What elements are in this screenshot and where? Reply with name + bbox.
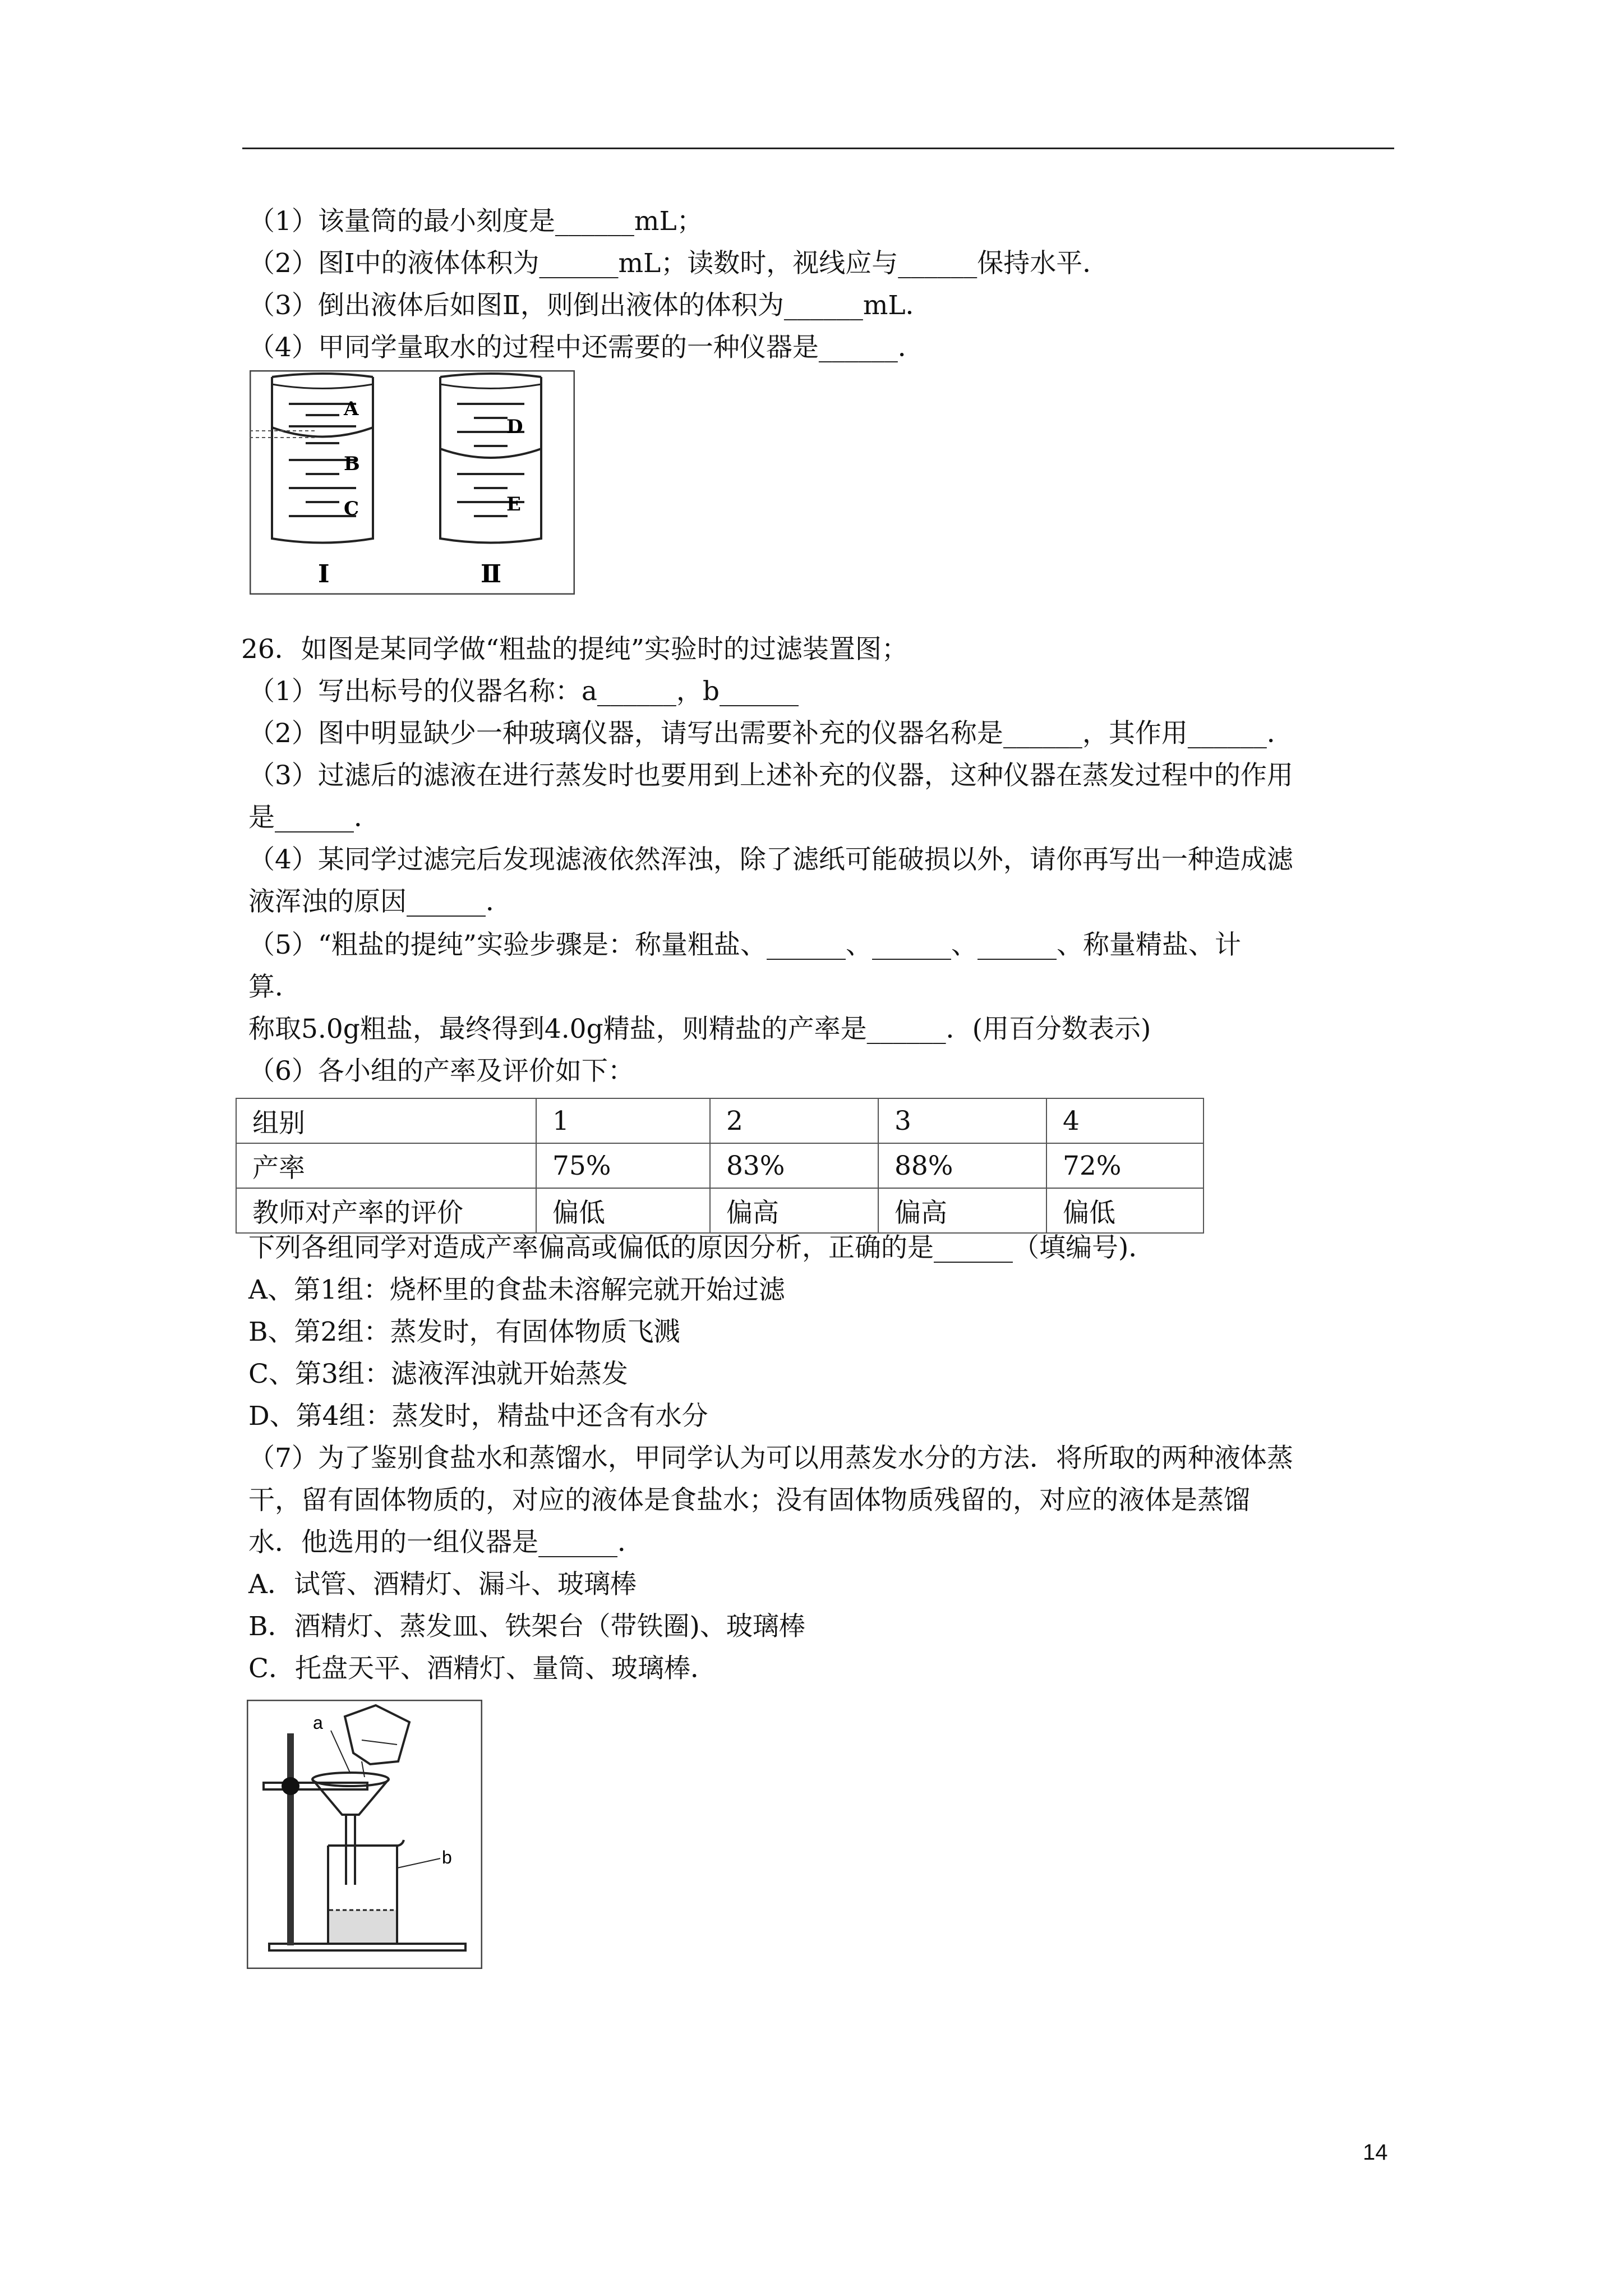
q26-sub3-line2: 是______． <box>248 802 380 833</box>
table-cell: 组别 <box>236 1098 536 1143</box>
cyl1-label-a: A <box>344 398 359 420</box>
filtrate <box>329 1910 396 1943</box>
cyl1-caption: Ⅰ <box>318 560 330 588</box>
cyl1-label-b: B <box>344 453 360 475</box>
table-row <box>236 1188 1204 1233</box>
q26-sub2: （2）图中明显缺少一种玻璃仪器，请写出需要补充的仪器名称是______，其作用______． <box>248 718 1293 749</box>
pouring-beaker <box>345 1705 409 1764</box>
cylinder-2 <box>440 374 541 543</box>
q26-sub6: （6）各小组的产率及评价如下： <box>248 1056 634 1087</box>
graduated-cylinder-figure <box>250 370 575 595</box>
table-cell: 4 <box>1046 1098 1204 1143</box>
clamp-knob <box>282 1777 299 1795</box>
table-cell: 偏高 <box>710 1188 878 1233</box>
q26-sub6-option-a: A、第1组：烧杯里的食盐未溶解完就开始过滤 <box>248 1274 785 1305</box>
table-cell: 产率 <box>236 1143 536 1188</box>
filtration-apparatus-figure <box>247 1700 482 1969</box>
q26-sub4-line2: 液浑浊的原因______． <box>248 886 512 917</box>
q26-sub5-line1: （5）“粗盐的提纯”实验步骤是：称量粗盐、______、______、______、称量精盐、计 <box>248 930 1241 960</box>
table-cell: 75% <box>536 1143 710 1188</box>
q26-sub7-option-b: B．酒精灯、蒸发皿、铁架台（带铁圈)、玻璃棒 <box>248 1611 805 1642</box>
q26-sub7-line1: （7）为了鉴别食盐水和蒸馏水，甲同学认为可以用蒸发水分的方法．将所取的两种液体蒸 <box>248 1443 1293 1474</box>
stand-rod <box>287 1733 294 1945</box>
yield-table <box>236 1098 1204 1234</box>
table-cell: 偏高 <box>878 1188 1046 1233</box>
cyl2-label-e: E <box>506 493 521 516</box>
q26-sub6-question: 下列各组同学对造成产率偏高或偏低的原因分析，正确的是______（填编号)． <box>248 1232 1155 1263</box>
q26-sub5-line2: 算． <box>248 972 301 1002</box>
label-b-leader <box>397 1858 440 1868</box>
q26-stem: 26．如图是某同学做“粗盐的提纯”实验时的过滤装置图； <box>241 634 908 665</box>
table-cell: 1 <box>536 1098 710 1143</box>
table-cell: 88% <box>878 1143 1046 1188</box>
q25-sub3: （3）倒出液体后如图Ⅱ，则倒出液体的体积为______mL． <box>248 290 932 321</box>
table-cell: 教师对产率的评价 <box>236 1188 536 1233</box>
table-cell: 偏低 <box>536 1188 710 1233</box>
table-row <box>236 1143 1204 1188</box>
q26-sub3-line1: （3）过滤后的滤液在进行蒸发时也要用到上述补充的仪器，这种仪器在蒸发过程中的作用 <box>248 760 1293 791</box>
table-cell: 偏低 <box>1046 1188 1204 1233</box>
table-row <box>236 1098 1204 1143</box>
cyl1-label-c: C <box>344 498 359 520</box>
q26-sub6-option-d: D、第4组：蒸发时，精盐中还含有水分 <box>248 1401 708 1432</box>
q26-sub4-line1: （4）某同学过滤完后发现滤液依然浑浊，除了滤纸可能破损以外，请你再写出一种造成滤 <box>248 844 1293 875</box>
q26-sub7-line2: 干，留有固体物质的，对应的液体是食盐水；没有固体物质残留的，对应的液体是蒸馏 <box>248 1485 1250 1516</box>
table-cell: 83% <box>710 1143 878 1188</box>
cyl2-caption: Ⅱ <box>481 560 502 588</box>
q26-sub5-line3: 称取5.0g粗盐，最终得到4.0g精盐，则精盐的产率是______．(用百分数表示) <box>248 1014 1151 1045</box>
q26-sub6-option-c: C、第3组：滤液浑浊就开始蒸发 <box>248 1359 628 1389</box>
q26-sub7-option-c: C．托盘天平、酒精灯、量筒、玻璃棒． <box>248 1653 717 1684</box>
pour-stream <box>362 1761 365 1777</box>
q26-sub1: （1）写出标号的仪器名称：a______，b______ <box>248 676 799 707</box>
label-a-leader <box>331 1731 351 1774</box>
table-cell: 2 <box>710 1098 878 1143</box>
q26-sub7-line3: 水．他选用的一组仪器是______． <box>248 1527 644 1558</box>
q26-sub7-option-a: A．试管、酒精灯、漏斗、玻璃棒 <box>248 1569 637 1600</box>
table-cell: 3 <box>878 1098 1046 1143</box>
stand-base <box>269 1944 465 1950</box>
label-b: b <box>442 1847 452 1867</box>
label-a: a <box>313 1713 323 1733</box>
q25-sub4: （4）甲同学量取水的过程中还需要的一种仪器是______． <box>248 332 924 363</box>
page-number: 14 <box>1363 2140 1388 2165</box>
q25-sub2: （2）图Ⅰ中的液体体积为______mL；读数时，视线应与______保持水平． <box>248 248 1109 279</box>
q25-sub1: （1）该量筒的最小刻度是______mL； <box>248 206 703 237</box>
header-rule <box>242 148 1394 149</box>
q26-sub6-option-b: B、第2组：蒸发时，有固体物质飞溅 <box>248 1317 680 1347</box>
table-cell: 72% <box>1046 1143 1204 1188</box>
cyl2-label-d: D <box>506 416 523 438</box>
